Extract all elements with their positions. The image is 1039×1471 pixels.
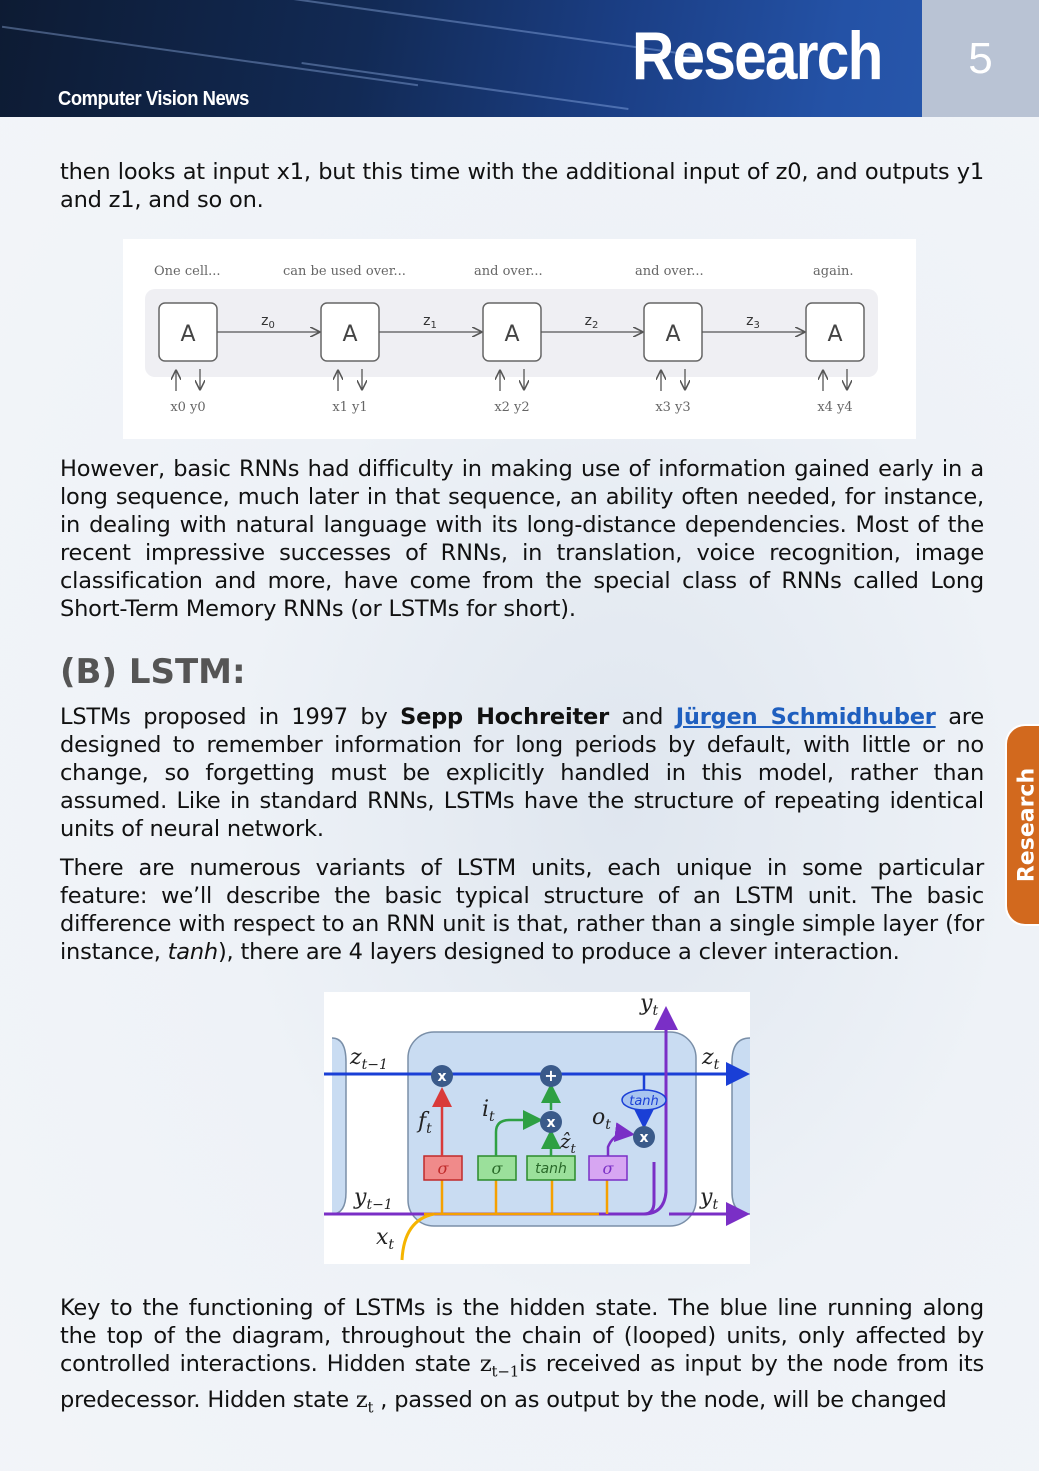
p3-text-rest: are designed to remember information for long periods by default, with little or no change, so forgetting must be explicitly handled in this model, rather than assumed. Like in standard RNNs, LSTMs have the structure of repeating identical units of neural network.	[60, 704, 984, 842]
io-label-2: x2 y2	[494, 400, 530, 415]
output-multiply-symbol: x	[639, 1130, 649, 1146]
tanh-node-label: tanh	[629, 1094, 659, 1109]
p5-text-b: is received as input by the node from its predecessor. Hidden state	[60, 1351, 984, 1413]
rnn-cell-label-0: A	[180, 322, 196, 347]
y-out-label: $y_t$	[700, 1185, 719, 1213]
prev-cell-edge	[332, 1038, 346, 1214]
output-sigma: σ	[602, 1159, 614, 1178]
page-number: 5	[922, 0, 1039, 117]
rnn-unrolled-figure	[123, 239, 916, 439]
caption-3: and over...	[474, 264, 543, 279]
author-schmidhuber-link[interactable]: Jürgen Schmidhuber	[675, 704, 936, 730]
p5-text-a: Key to the functioning of LSTMs is the hidden state. The blue line running along the top of the diagram, throughout the chain of (looped) units, only affected by controlled interactions. Hidden state	[60, 1295, 984, 1377]
forget-label: $f_t$	[418, 1109, 432, 1137]
y-top-label: $y_t$	[640, 992, 659, 1019]
lstm-cell-figure	[324, 992, 750, 1264]
rnn-cell-label-3: A	[665, 322, 681, 347]
tanh-emphasis: tanh	[167, 939, 218, 965]
paragraph-4	[60, 854, 984, 966]
p5-text-c: , passed on as output by the node, will be changed	[373, 1386, 947, 1413]
input-sigma: σ	[491, 1159, 503, 1178]
caption-1: One cell...	[154, 264, 221, 279]
hidden-label-2: $z_2$	[584, 313, 599, 331]
forget-multiply-symbol: x	[437, 1069, 447, 1085]
caption-5: again.	[813, 264, 854, 279]
side-tab-label: Research	[1014, 767, 1039, 883]
forget-sigma: σ	[437, 1159, 449, 1178]
input-multiply-symbol: x	[546, 1115, 556, 1131]
p3-text-and: and	[608, 704, 676, 730]
rnn-cell-label-2: A	[504, 322, 520, 347]
y-prev-label: $y_{t-1}$	[354, 1185, 393, 1213]
z-prev-label: $z_{t-1}$	[350, 1045, 388, 1073]
hidden-label-0: $z_0$	[261, 313, 275, 331]
hidden-state-sub-prev: t−1	[491, 1362, 520, 1381]
rnn-diagram	[123, 239, 916, 439]
hidden-state-var-prev: z	[479, 1351, 492, 1377]
z-hat-label: ẑ$_t$	[560, 1129, 576, 1157]
paragraph-3	[60, 703, 984, 843]
io-label-4: x4 y4	[817, 400, 853, 415]
io-label-0: x0 y0	[170, 400, 206, 415]
next-cell-edge	[732, 1038, 750, 1214]
candidate-tanh: tanh	[535, 1161, 567, 1177]
x-input-label: $x_t$	[376, 1225, 395, 1253]
magazine-brand: Computer Vision News	[58, 88, 249, 110]
io-label-3: x3 y3	[655, 400, 691, 415]
hidden-state-sub: t	[367, 1398, 374, 1416]
page-header	[0, 0, 1039, 117]
caption-2: can be used over...	[283, 264, 406, 279]
paragraph-5	[60, 1294, 984, 1421]
io-label-1: x1 y1	[332, 400, 368, 415]
paragraph-2: However, basic RNNs had difficulty in making use of information gained early in a long sequence, much later in that sequence, an ability often needed, for instance, in dealing with natural language with its long-distance dependencies. Most of the recent impressive successes of RNNs, in translation, voice recognition, image classification and more, have come from the special class of RNNs called Long Short-Term Memory RNNs (or LSTMs for short).	[60, 456, 984, 622]
section-title: Research	[632, 18, 882, 94]
rnn-cell-label-1: A	[342, 322, 358, 347]
research-side-tab[interactable]	[1005, 724, 1039, 926]
hidden-state-var: z	[355, 1386, 368, 1413]
author-hochreiter: Sepp Hochreiter	[400, 704, 609, 730]
section-heading: (B) LSTM:	[60, 652, 246, 692]
paragraph-1: then looks at input x1, but this time with the additional input of z0, and outputs y1 and z1, and so on.	[60, 159, 984, 213]
hidden-label-3: $z_3$	[746, 313, 760, 331]
lstm-diagram	[324, 992, 750, 1264]
p4-text-start: There are numerous variants of LSTM units, each unique in some particular feature: we’ll describe the basic typical structure of an LSTM unit. The basic difference with respect to an RNN unit is that, rather than a single simple layer (for instance,	[60, 855, 984, 965]
rnn-cell-label-4: A	[827, 322, 843, 347]
p3-text-start: LSTMs proposed in 1997 by	[60, 704, 401, 730]
z-out-label: $z_t$	[702, 1045, 720, 1073]
output-label: $o_t$	[592, 1105, 611, 1133]
hidden-label-1: $z_1$	[423, 313, 437, 331]
input-label: $i_t$	[482, 1097, 495, 1125]
p4-text-end: ), there are 4 layers designed to produce a clever interaction.	[217, 939, 900, 965]
add-symbol: +	[544, 1066, 558, 1085]
caption-4: and over...	[635, 264, 704, 279]
